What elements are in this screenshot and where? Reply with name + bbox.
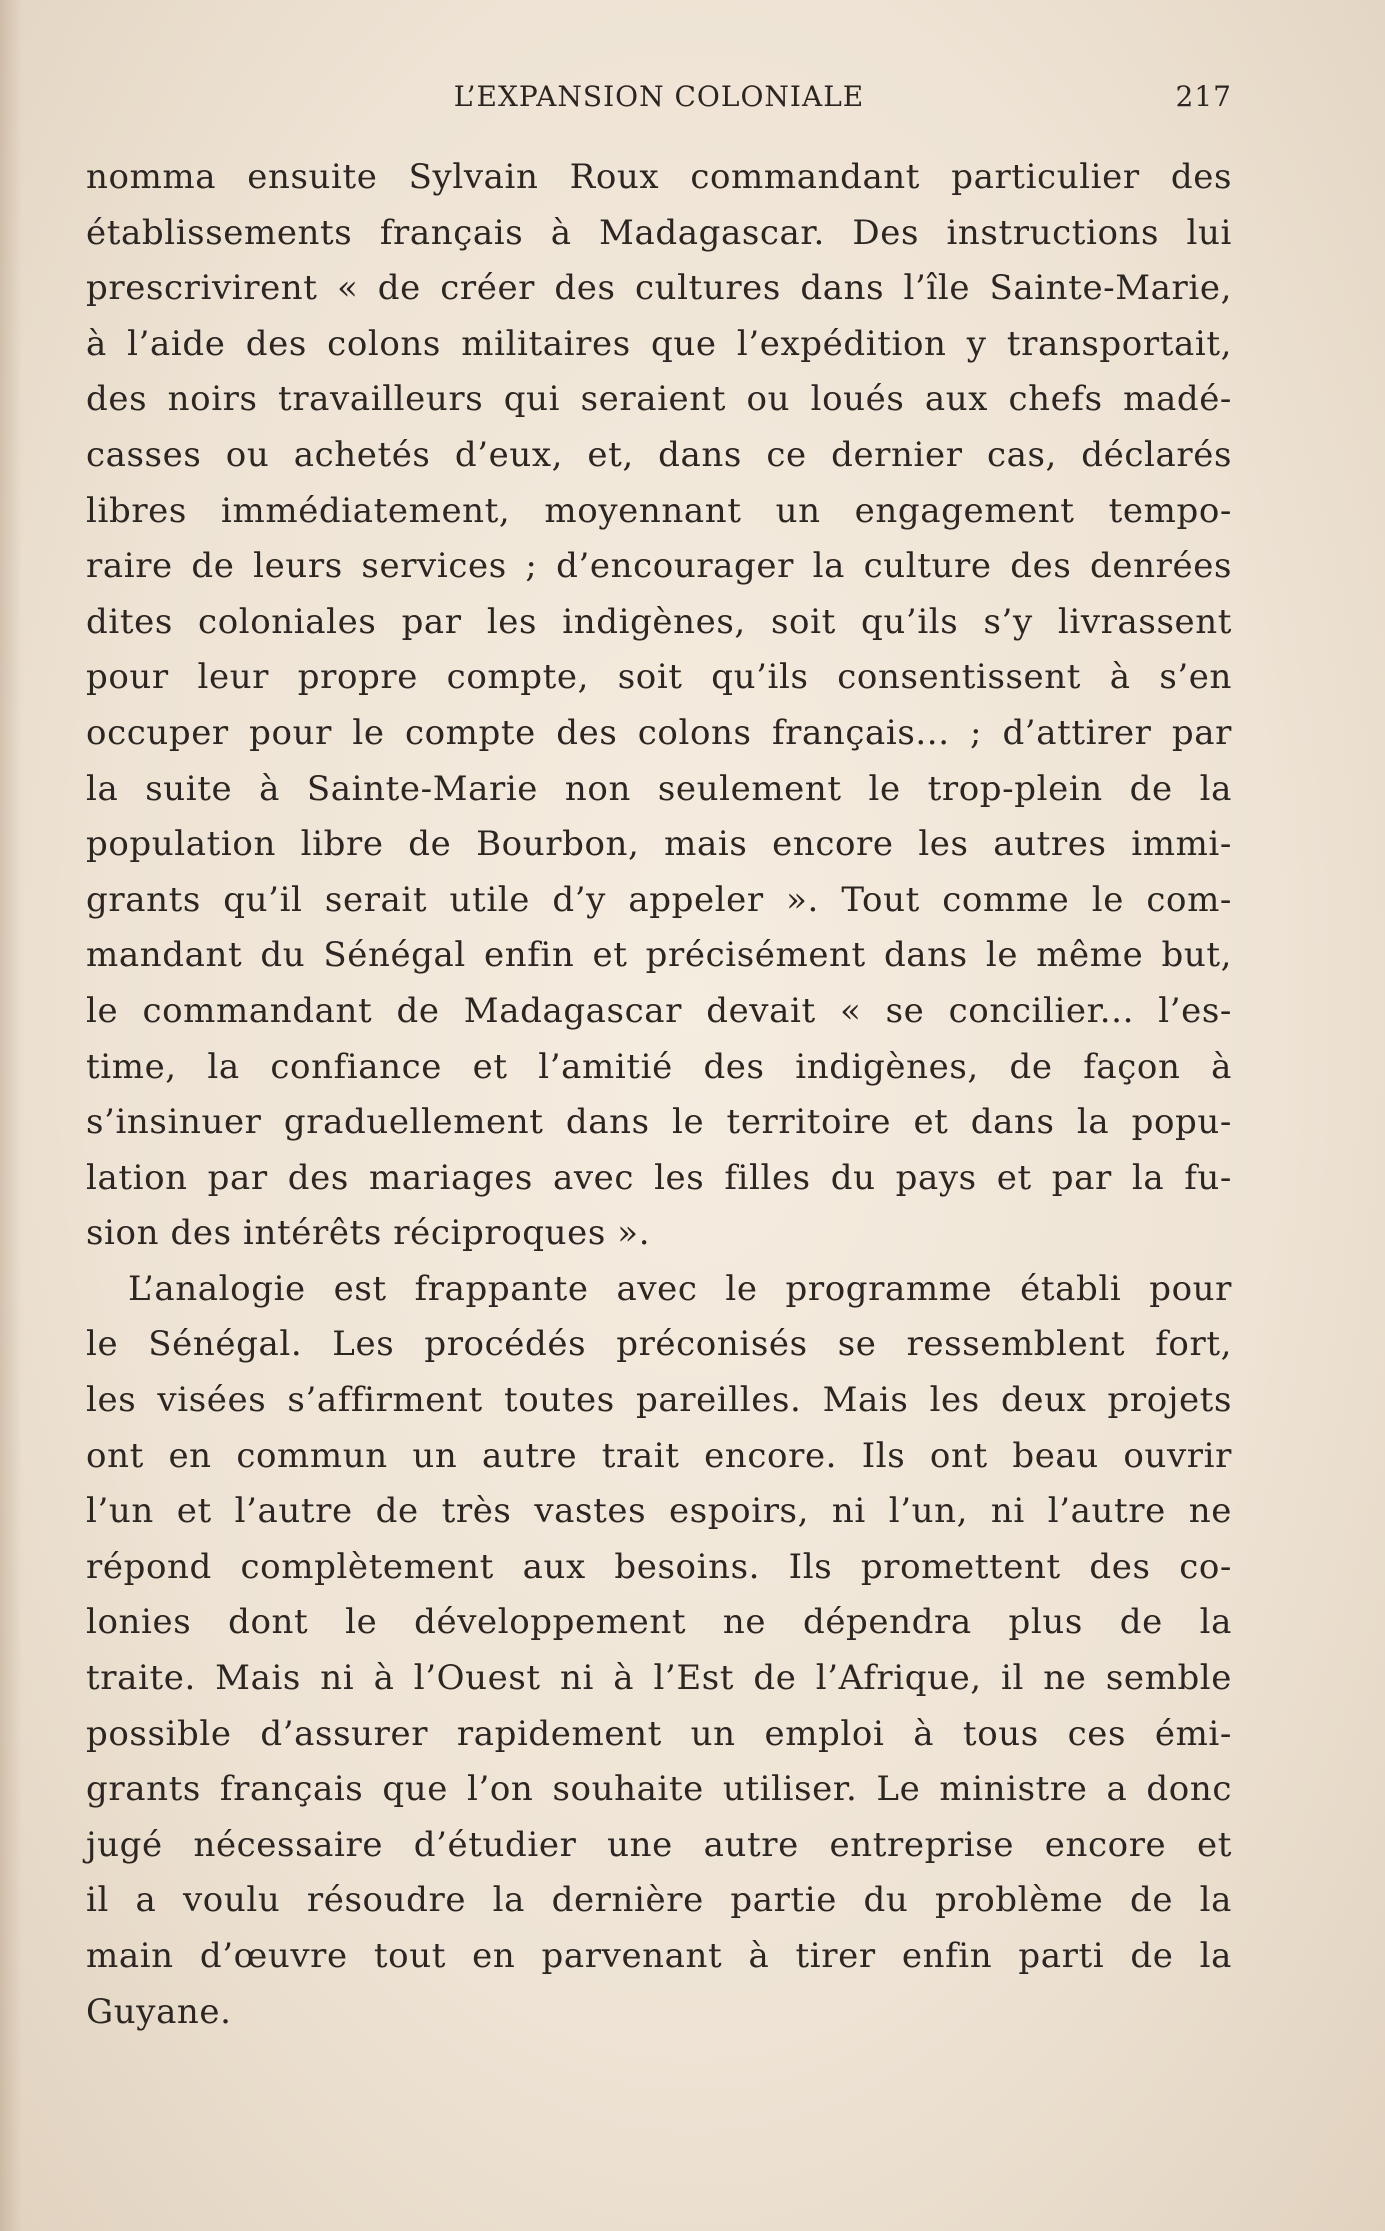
- text-line: lation par des mariages avec les filles du pays et par la fu-: [86, 1157, 1232, 1198]
- text-line: des noirs travailleurs qui seraient ou loués aux chefs madé-: [86, 379, 1232, 420]
- text-line: les visées s’affirment toutes pareilles. Mais les deux projets: [86, 1380, 1232, 1421]
- paragraph-2: [86, 1262, 1232, 2040]
- text-line: mandant du Sénégal enfin et précisément dans le même but,: [86, 935, 1232, 976]
- text-line: ont en commun un autre trait encore. Ils ont beau ouvrir: [86, 1435, 1232, 1476]
- text-line: libres immédiatement, moyennant un engagement tempo-: [86, 490, 1232, 531]
- text-line: main d’œuvre tout en parvenant à tirer enfin parti de la: [86, 1936, 1232, 1976]
- text-line: jugé nécessaire d’étudier une autre entreprise encore et: [86, 1824, 1232, 1865]
- body-text: [86, 150, 1232, 2040]
- text-line: possible d’assurer rapidement un emploi à tous ces émi-: [86, 1713, 1232, 1754]
- text-line: s’insinuer graduellement dans le territoire et dans la popu-: [86, 1102, 1232, 1143]
- text-line: population libre de Bourbon, mais encore les autres immi-: [86, 824, 1232, 865]
- text-line: à l’aide des colons militaires que l’expédition y transportait,: [86, 323, 1232, 364]
- text-line: pour leur propre compte, soit qu’ils consentissent à s’en: [86, 657, 1232, 698]
- text-line: sion des intérêts réciproques ».: [86, 1213, 651, 1254]
- text-line: grants français que l’on souhaite utiliser. Le ministre a donc: [86, 1769, 1232, 1810]
- text-line: casses ou achetés d’eux, et, dans ce dernier cas, déclarés: [86, 434, 1232, 475]
- text-line: établissements français à Madagascar. Des instructions lui: [86, 212, 1232, 253]
- text-line: traite. Mais ni à l’Ouest ni à l’Est de l’Afrique, il ne semble: [86, 1658, 1232, 1699]
- paragraph-1: [86, 150, 1232, 1262]
- text-line: occuper pour le compte des colons français... ; d’attirer par: [86, 712, 1232, 753]
- text-line: nomma ensuite Sylvain Roux commandant particulier des: [86, 157, 1232, 197]
- text-line: le commandant de Madagascar devait « se concilier... l’es-: [86, 990, 1232, 1031]
- text-line: il a voulu résoudre la dernière partie du problème de la: [86, 1880, 1232, 1921]
- text-line: L’analogie est frappante avec le programme établi pour: [128, 1268, 1232, 1309]
- text-line: prescrivirent « de créer des cultures dans l’île Sainte-Marie,: [86, 268, 1232, 309]
- text-line: dites coloniales par les indigènes, soit qu’ils s’y livrassent: [86, 601, 1232, 642]
- page-header: [86, 76, 1232, 122]
- text-line: l’un et l’autre de très vastes espoirs, ni l’un, ni l’autre ne: [86, 1491, 1232, 1532]
- text-line: lonies dont le développement ne dépendra plus de la: [86, 1602, 1232, 1643]
- text-line: time, la confiance et l’amitié des indigènes, de façon à: [86, 1046, 1232, 1087]
- text-line: répond complètement aux besoins. Ils promettent des co-: [86, 1546, 1232, 1587]
- text-line: la suite à Sainte-Marie non seulement le trop-plein de la: [86, 768, 1232, 809]
- text-line: le Sénégal. Les procédés préconisés se ressemblent fort,: [86, 1324, 1232, 1365]
- running-title: L’EXPANSION COLONIALE: [453, 80, 865, 113]
- page-number: 217: [1175, 80, 1232, 113]
- text-line: Guyane.: [86, 1991, 232, 2032]
- text-line: raire de leurs services ; d’encourager la culture des denrées: [86, 546, 1232, 587]
- text-line: grants qu’il serait utile d’y appeler ». Tout comme le com-: [86, 879, 1232, 920]
